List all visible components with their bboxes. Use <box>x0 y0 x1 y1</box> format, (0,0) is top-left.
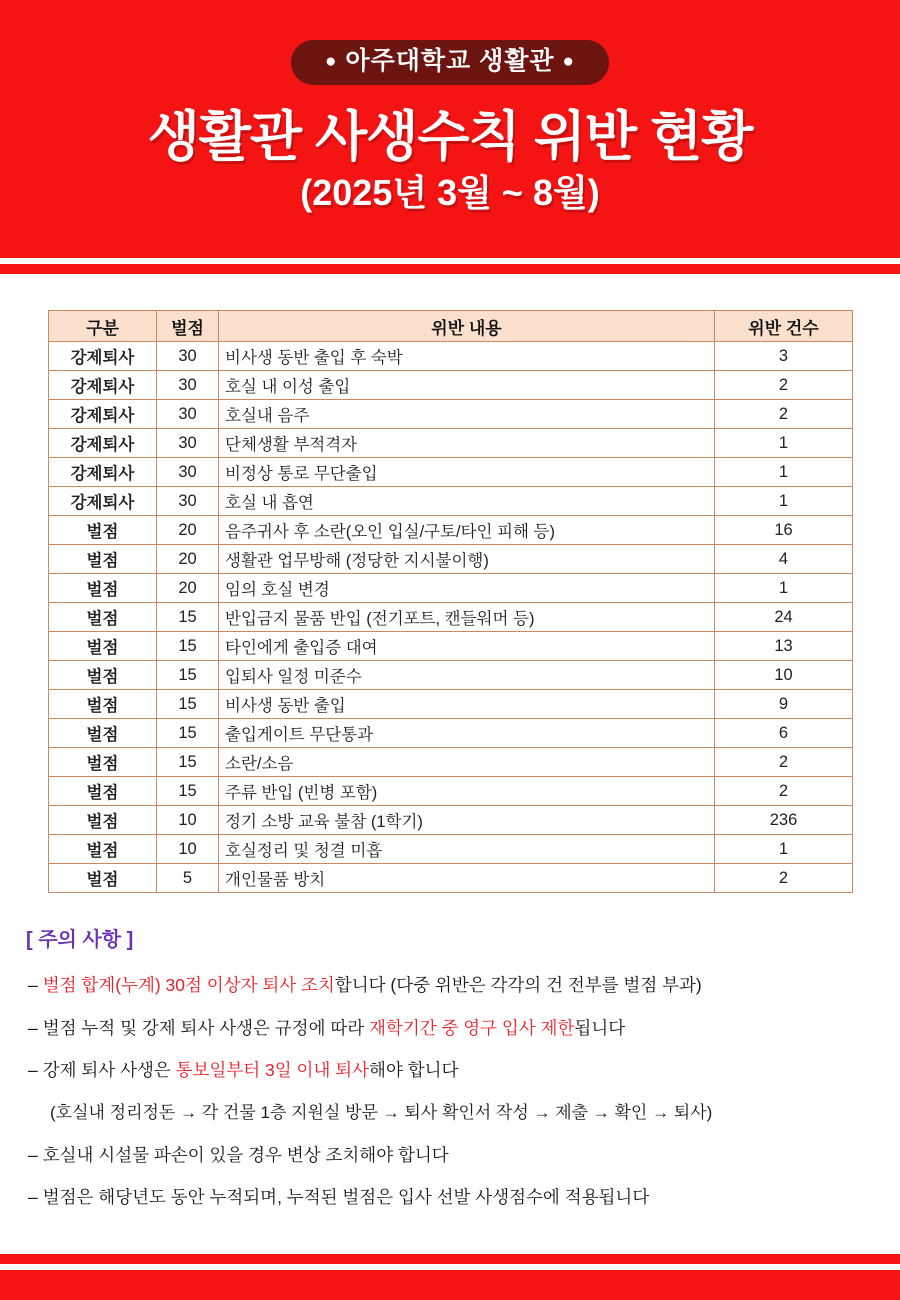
cell-points: 15 <box>157 632 219 661</box>
note-text-tail: 해야 합니다 <box>369 1060 459 1081</box>
cell-points: 15 <box>157 719 219 748</box>
column-header-type: 구분 <box>49 311 157 342</box>
cell-type: 벌점 <box>49 835 157 864</box>
cell-count: 9 <box>715 690 853 719</box>
page-title: 생활관 사생수칙 위반 현황 <box>147 107 753 167</box>
cell-description: 비사생 동반 출입 후 숙박 <box>219 342 715 371</box>
cell-count: 1 <box>715 458 853 487</box>
notes-list <box>22 974 880 1210</box>
table-row <box>49 661 853 690</box>
cell-description: 비사생 동반 출입 <box>219 690 715 719</box>
cell-count: 1 <box>715 574 853 603</box>
cell-description: 주류 반입 (빈병 포함) <box>219 777 715 806</box>
table-row <box>49 777 853 806</box>
cell-count: 2 <box>715 371 853 400</box>
cell-description: 호실정리 및 청결 미흡 <box>219 835 715 864</box>
notes-section <box>22 923 880 1210</box>
table-row <box>49 458 853 487</box>
cell-points: 30 <box>157 458 219 487</box>
cell-points: 10 <box>157 835 219 864</box>
cell-description: 소란/소음 <box>219 748 715 777</box>
cell-count: 236 <box>715 806 853 835</box>
cell-type: 벌점 <box>49 806 157 835</box>
cell-points: 15 <box>157 661 219 690</box>
note-text-tail: 합니다 (다중 위반은 각각의 건 전부를 벌점 부과) <box>334 975 702 995</box>
cell-count: 24 <box>715 603 853 632</box>
cell-description: 비정상 통로 무단출입 <box>219 458 715 487</box>
note-item <box>22 1144 880 1168</box>
note-dash-icon: – <box>28 1187 38 1208</box>
cell-points: 15 <box>157 748 219 777</box>
table-row <box>49 516 853 545</box>
cell-description: 반입금지 물품 반입 (전기포트, 캔들워머 등) <box>219 603 715 632</box>
cell-type: 강제퇴사 <box>49 342 157 371</box>
cell-points: 20 <box>157 574 219 603</box>
table-row <box>49 632 853 661</box>
page-footer <box>0 1254 900 1300</box>
table-row <box>49 864 853 893</box>
institution-badge-label: 아주대학교 생활관 <box>345 47 555 75</box>
page-subtitle: (2025년 3월 ~ 8월) <box>300 172 600 214</box>
cell-description: 임의 호실 변경 <box>219 574 715 603</box>
table-header-row <box>49 311 853 342</box>
table-row <box>49 574 853 603</box>
cell-type: 벌점 <box>49 603 157 632</box>
note-text-tail: 됩니다 <box>574 1017 626 1038</box>
table-row <box>49 835 853 864</box>
note-item <box>22 1059 880 1083</box>
cell-count: 1 <box>715 835 853 864</box>
table-row <box>49 371 853 400</box>
violations-table-container <box>48 310 852 893</box>
cell-type: 벌점 <box>49 864 157 893</box>
cell-type: 벌점 <box>49 748 157 777</box>
cell-description: 입퇴사 일정 미준수 <box>219 661 715 690</box>
note-sub-item: (호실내 정리정돈 → 각 건물 1층 지원실 방문 → 퇴사 확인서 작성 → 제출 → 확인 → 퇴사) <box>50 1102 713 1122</box>
cell-count: 2 <box>715 400 853 429</box>
cell-count: 4 <box>715 545 853 574</box>
note-highlight-text: 통보일부터 3일 이내 퇴사 <box>175 1060 370 1081</box>
table-row <box>49 603 853 632</box>
cell-description: 호실 내 흡연 <box>219 487 715 516</box>
bullet-dot-left-icon: ● <box>324 51 338 72</box>
institution-badge <box>291 40 609 85</box>
cell-count: 3 <box>715 342 853 371</box>
column-header-points: 벌점 <box>157 311 219 342</box>
cell-type: 벌점 <box>49 777 157 806</box>
cell-count: 2 <box>715 777 853 806</box>
cell-points: 30 <box>157 371 219 400</box>
note-text: 벌점은 해당년도 동안 누적되며, 누적된 벌점은 입사 선발 사생점수에 적용됩니다 <box>42 1187 650 1208</box>
table-row <box>49 429 853 458</box>
cell-points: 15 <box>157 690 219 719</box>
notes-title: [ 주의 사항 ] <box>26 929 134 951</box>
cell-points: 10 <box>157 806 219 835</box>
cell-type: 벌점 <box>49 516 157 545</box>
cell-description: 생활관 업무방해 (정당한 지시불이행) <box>219 545 715 574</box>
table-row <box>49 487 853 516</box>
cell-count: 13 <box>715 632 853 661</box>
table-row <box>49 690 853 719</box>
table-row <box>49 806 853 835</box>
table-body <box>49 342 853 893</box>
note-text: 강제 퇴사 사생은 <box>42 1060 176 1081</box>
cell-type: 강제퇴사 <box>49 371 157 400</box>
footer-band <box>0 1270 900 1300</box>
table-row <box>49 545 853 574</box>
cell-count: 16 <box>715 516 853 545</box>
header-divider-stripe <box>0 264 900 274</box>
cell-description: 타인에게 출입증 대여 <box>219 632 715 661</box>
violations-table <box>48 310 853 893</box>
cell-type: 강제퇴사 <box>49 429 157 458</box>
cell-points: 30 <box>157 429 219 458</box>
footer-divider-stripe <box>0 1254 900 1264</box>
cell-type: 강제퇴사 <box>49 458 157 487</box>
cell-points: 30 <box>157 400 219 429</box>
cell-points: 30 <box>157 487 219 516</box>
note-item <box>22 974 880 998</box>
cell-count: 1 <box>715 429 853 458</box>
cell-type: 강제퇴사 <box>49 487 157 516</box>
cell-points: 20 <box>157 516 219 545</box>
table-row <box>49 719 853 748</box>
cell-description: 개인물품 방치 <box>219 864 715 893</box>
table-row <box>49 400 853 429</box>
cell-description: 음주귀사 후 소란(오인 입실/구토/타인 피해 등) <box>219 516 715 545</box>
cell-type: 강제퇴사 <box>49 400 157 429</box>
cell-description: 단체생활 부적격자 <box>219 429 715 458</box>
column-header-count: 위반 건수 <box>715 311 853 342</box>
cell-description: 출입게이트 무단통과 <box>219 719 715 748</box>
cell-type: 벌점 <box>49 661 157 690</box>
note-text: 벌점 누적 및 강제 퇴사 사생은 규정에 따라 <box>42 1017 370 1038</box>
table-row <box>49 748 853 777</box>
cell-count: 2 <box>715 864 853 893</box>
cell-count: 10 <box>715 661 853 690</box>
cell-type: 벌점 <box>49 574 157 603</box>
note-item <box>22 1186 880 1210</box>
bullet-dot-right-icon: ● <box>562 51 576 72</box>
cell-type: 벌점 <box>49 719 157 748</box>
note-highlight-text: 재학기간 중 영구 입사 제한 <box>369 1017 575 1038</box>
cell-points: 15 <box>157 777 219 806</box>
note-highlight-text: 벌점 합계(누계) 30점 이상자 퇴사 조치 <box>42 975 335 995</box>
cell-points: 20 <box>157 545 219 574</box>
cell-points: 15 <box>157 603 219 632</box>
cell-description: 정기 소방 교육 불참 (1학기) <box>219 806 715 835</box>
cell-count: 2 <box>715 748 853 777</box>
cell-points: 5 <box>157 864 219 893</box>
note-dash-icon: – <box>28 1017 38 1038</box>
note-item <box>22 1017 880 1041</box>
page-header <box>0 0 900 258</box>
note-dash-icon: – <box>28 975 38 995</box>
cell-type: 벌점 <box>49 632 157 661</box>
cell-type: 벌점 <box>49 545 157 574</box>
note-dash-icon: – <box>28 1060 38 1081</box>
cell-points: 30 <box>157 342 219 371</box>
note-text: 호실내 시설물 파손이 있을 경우 변상 조치해야 합니다 <box>42 1144 449 1165</box>
cell-count: 6 <box>715 719 853 748</box>
cell-count: 1 <box>715 487 853 516</box>
note-dash-icon: – <box>28 1144 38 1165</box>
cell-description: 호실 내 이성 출입 <box>219 371 715 400</box>
table-row <box>49 342 853 371</box>
cell-type: 벌점 <box>49 690 157 719</box>
column-header-description: 위반 내용 <box>219 311 715 342</box>
cell-description: 호실내 음주 <box>219 400 715 429</box>
